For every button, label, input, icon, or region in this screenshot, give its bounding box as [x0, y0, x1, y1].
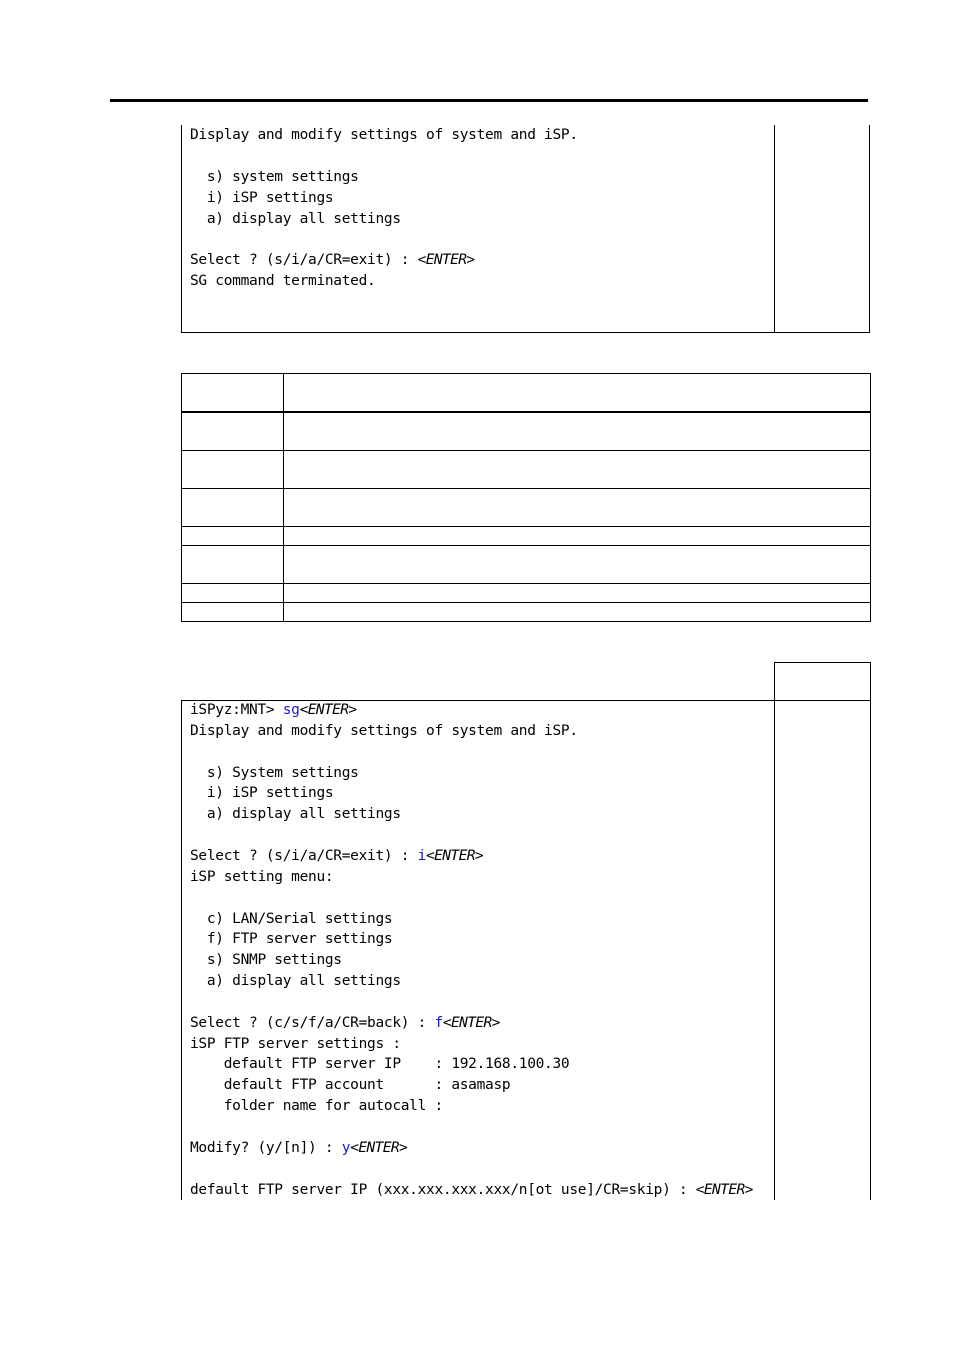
- parameter-table: [181, 373, 871, 622]
- enter-key-marker: <ENTER>: [417, 252, 475, 269]
- console-text: a) display all settings: [190, 806, 401, 823]
- console-text: default FTP server IP : 192.168.100.30: [190, 1056, 570, 1073]
- console-text: i) iSP settings: [190, 785, 334, 802]
- enter-key-marker: <ENTER>: [426, 847, 483, 864]
- user-input: y: [341, 1139, 351, 1156]
- console-text: Display and modify settings of system and iSP.: [190, 127, 578, 143]
- console-text: s) system settings: [190, 168, 359, 185]
- side-column-header: [774, 662, 871, 701]
- console-line: [190, 909, 392, 930]
- console-text: iSP FTP server settings :: [190, 1035, 401, 1052]
- console-text: Display and modify settings of system and iSP.: [190, 722, 578, 739]
- console-text: iSP setting menu:: [190, 868, 334, 885]
- table-cell-item: [182, 412, 284, 451]
- user-input: i: [417, 847, 427, 864]
- console-line: [190, 1034, 401, 1055]
- console-line: [190, 867, 333, 888]
- console-line: [190, 763, 359, 784]
- console-text: Modify? (y/[n]) :: [190, 1139, 342, 1156]
- table-row: [182, 584, 871, 603]
- console-text: s) SNMP settings: [190, 952, 342, 969]
- console-text: iSPyz:MNT>: [190, 702, 283, 718]
- header-rule: [110, 99, 868, 102]
- console-text: SG command terminated.: [190, 273, 376, 290]
- console-line: [190, 1075, 510, 1096]
- enter-key-marker: <ENTER>: [442, 1014, 500, 1031]
- console-line: [190, 1013, 500, 1034]
- console-text: Select ? (c/s/f/a/CR=back) :: [190, 1014, 435, 1031]
- table-row: [182, 603, 871, 622]
- console-line: [190, 271, 375, 292]
- console-text: f) FTP server settings: [190, 931, 393, 948]
- table-cell-item: [182, 451, 284, 489]
- console-text: i) iSP settings: [190, 189, 334, 206]
- console-line: [190, 1180, 753, 1201]
- console-line: [190, 846, 483, 867]
- table-cell-item: [182, 489, 284, 527]
- console-line: [190, 125, 578, 146]
- table-cell-item: [182, 603, 284, 622]
- console-line: [190, 783, 333, 804]
- table-row: [182, 451, 871, 489]
- console-text: s) System settings: [190, 764, 359, 781]
- enter-key-marker: <ENTER>: [299, 702, 357, 718]
- table-row: [182, 527, 871, 546]
- console-line: [190, 1096, 443, 1117]
- console-side-column-divider: [774, 701, 775, 1200]
- table-row: [182, 412, 871, 451]
- table-cell-description: [284, 527, 871, 546]
- console-text: Select ? (s/i/a/CR=exit) :: [190, 252, 418, 269]
- console-box-sg-exit: [181, 125, 870, 333]
- user-input: f: [434, 1014, 443, 1031]
- console-line: [190, 1054, 569, 1075]
- console-line: [190, 950, 342, 971]
- table-cell-description: [284, 546, 871, 584]
- table-cell-item: [182, 584, 284, 603]
- console-line: [190, 971, 401, 992]
- console-line: [190, 250, 475, 271]
- table-cell-item: [182, 527, 284, 546]
- console-line: [190, 804, 401, 825]
- table-cell-description: [284, 374, 871, 413]
- console-line: [190, 1138, 407, 1159]
- table-cell-item: [182, 374, 284, 413]
- table-cell-description: [284, 584, 871, 603]
- table-cell-description: [284, 489, 871, 527]
- console-line: [190, 929, 392, 950]
- console-text: default FTP account : asamasp: [190, 1077, 511, 1094]
- user-input: sg: [282, 702, 300, 718]
- table-cell-description: [284, 412, 871, 451]
- console-side-column-divider: [774, 125, 775, 332]
- console-text: default FTP server IP (xxx.xxx.xxx.xxx/n[ot use]/CR=skip) :: [190, 1181, 696, 1198]
- table-header-row: [182, 374, 871, 413]
- console-line: [190, 721, 578, 742]
- enter-key-marker: <ENTER>: [695, 1181, 753, 1198]
- console-line: [190, 209, 401, 230]
- console-text: Select ? (s/i/a/CR=exit) :: [190, 847, 418, 864]
- console-text: c) LAN/Serial settings: [190, 910, 393, 927]
- console-text: a) display all settings: [190, 210, 401, 227]
- console-text: a) display all settings: [190, 973, 401, 990]
- console-box-isp-ftp-settings: [181, 700, 871, 1200]
- table-cell-description: [284, 603, 871, 622]
- enter-key-marker: <ENTER>: [350, 1139, 408, 1156]
- table-cell-item: [182, 546, 284, 584]
- table-cell-description: [284, 451, 871, 489]
- console-line: [190, 188, 333, 209]
- console-line: [190, 700, 357, 721]
- console-text: folder name for autocall :: [190, 1098, 443, 1115]
- table-row: [182, 546, 871, 584]
- table-row: [182, 489, 871, 527]
- console-line: [190, 167, 359, 188]
